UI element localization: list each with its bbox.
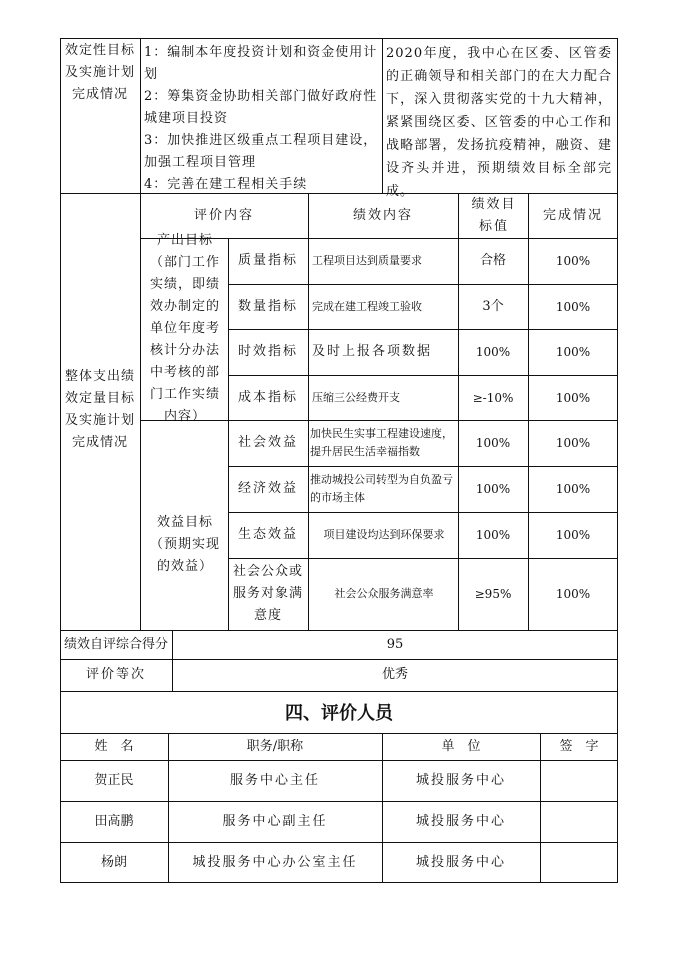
person-name: 杨朗	[100, 854, 127, 870]
grade-value: 优秀	[381, 667, 408, 682]
person-position: 城投服务中心办公室主任	[192, 854, 358, 870]
section-title: 四、评价人员	[285, 703, 393, 724]
score-label: 绩效自评综合得分	[63, 636, 168, 652]
perf-content-cell: 社会公众服务满意率	[334, 587, 434, 600]
target-value-cell: 100%	[475, 345, 511, 359]
perf-content-cell: 及时上报各项数据	[312, 344, 433, 359]
indicator-social-benefit: 社会效益	[237, 435, 298, 450]
benefit-group-label: 效益目标（预期实现的效益）	[149, 515, 220, 574]
header-position: 职务/职称	[246, 738, 304, 754]
indicator-ecological-benefit: 生态效益	[237, 527, 298, 542]
target-value-cell: 合格	[479, 253, 506, 268]
plan-item: 3：加快推进区级重点工程项目建设，加强工程项目管理	[144, 133, 378, 170]
completion-cell: 100%	[555, 436, 591, 450]
indicator-economic-benefit: 经济效益	[237, 481, 298, 496]
header-completion: 完成情况	[542, 207, 603, 223]
perf-content-cell: 完成在建工程竣工验收	[312, 299, 422, 313]
completion-cell: 100%	[555, 254, 591, 268]
target-value-cell: 100%	[475, 482, 511, 496]
target-value-cell: 100%	[475, 436, 511, 450]
plan-item: 1：编制本年度投资计划和资金使用计划	[144, 45, 378, 82]
perf-content-cell: 推动城投公司转型为自负盈亏的市场主体	[310, 473, 453, 504]
completion-cell: 100%	[555, 587, 591, 601]
target-value-cell: ≥95%	[474, 587, 512, 601]
person-unit: 城投服务中心	[415, 813, 506, 829]
plan-list	[144, 42, 380, 196]
header-unit: 单 位	[441, 738, 481, 754]
person-position: 服务中心副主任	[222, 813, 328, 829]
header-name: 姓 名	[94, 738, 134, 754]
effect-label: 效定性目标及实施计划完成情况	[64, 43, 135, 102]
completion-cell: 100%	[555, 345, 591, 359]
target-value-cell: 3个	[482, 298, 504, 314]
perf-content-cell: 加快民生实事工程建设速度，提升居民生活幸福指数	[310, 427, 453, 458]
completion-cell: 100%	[555, 299, 591, 314]
header-eval-content: 评价内容	[193, 207, 254, 223]
person-name: 贺正民	[94, 772, 134, 788]
col-divider	[140, 193, 141, 630]
signature-cell[interactable]	[540, 801, 618, 842]
perf-content-cell: 项目建设均达到环保要求	[323, 528, 445, 541]
col-divider	[140, 38, 141, 193]
signature-cell[interactable]	[540, 760, 618, 801]
target-value-cell: 100%	[475, 528, 511, 542]
person-unit: 城投服务中心	[415, 772, 506, 788]
completion-cell: 100%	[555, 482, 591, 496]
plan-item: 2：筹集资金协助相关部门做好政府性城建项目投资	[144, 89, 378, 126]
score-value: 95	[386, 636, 404, 652]
indicator-cost: 成本指标	[237, 389, 298, 405]
perf-content-cell: 压缩三公经费开支	[312, 390, 400, 404]
target-value-cell: ≥-10%	[472, 390, 514, 405]
indicator-side-label: 整体支出绩效定量目标及实施计划完成情况	[64, 369, 135, 450]
header-perf-content: 绩效内容	[352, 207, 413, 223]
col-divider	[308, 193, 309, 630]
result-text: 2020年度，我中心在区委、区管委的正确领导和相关部门的在大力配合下，深入贯彻落实党的十九大精神，紧紧围绕区委、区管委的中心工作和战略部署，发扬抗疫精神，融资、建设齐头并进，预期绩效目标全部完成。	[386, 46, 612, 199]
header-target-value: 绩效目标值	[471, 196, 517, 234]
person-unit: 城投服务中心	[415, 854, 506, 870]
person-position: 服务中心主任	[229, 772, 320, 788]
indicator-satisfaction: 社会公众或服务对象满意度	[232, 564, 303, 623]
output-group-label: 产出目标（部门工作实绩，即绩效办制定的单位年度考核计分办法中考核的部门工作实绩内容）	[149, 233, 220, 424]
plan-item: 4：完善在建工程相关手续	[144, 177, 308, 192]
completion-cell: 100%	[555, 390, 591, 405]
perf-content-cell: 工程项目达到质量要求	[312, 254, 422, 267]
completion-cell: 100%	[555, 528, 591, 542]
signature-cell[interactable]	[540, 842, 618, 883]
person-name: 田高鹏	[94, 813, 134, 829]
indicator-timeliness: 时效指标	[237, 344, 298, 359]
col-divider	[382, 38, 383, 193]
grade-label: 评价等次	[85, 667, 146, 682]
indicator-quantity: 数量指标	[237, 298, 298, 314]
header-signature: 签 字	[559, 738, 599, 754]
indicator-quality: 质量指标	[237, 253, 298, 268]
